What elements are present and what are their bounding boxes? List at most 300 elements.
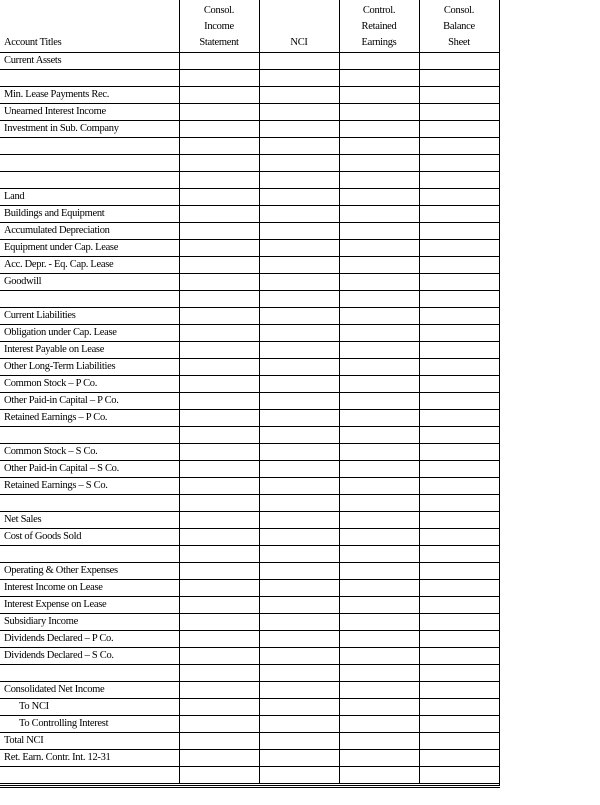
consol-balance-sheet-cell	[419, 325, 499, 342]
account-title-cell	[0, 155, 179, 172]
nci-cell	[259, 682, 339, 699]
consol-income-statement-cell	[179, 70, 259, 87]
nci-cell	[259, 376, 339, 393]
table-row	[0, 597, 499, 614]
consol-balance-sheet-cell	[419, 546, 499, 563]
table-row	[0, 53, 499, 70]
account-title-cell	[0, 750, 179, 767]
table-row	[0, 223, 499, 240]
nci-cell	[259, 257, 339, 274]
account-title-cell	[0, 308, 179, 325]
account-title-cell	[0, 291, 179, 308]
consol-income-statement-cell	[179, 478, 259, 495]
right-border-line	[499, 0, 500, 786]
consol-balance-sheet-cell	[419, 121, 499, 138]
table-row	[0, 104, 499, 121]
account-title-cell	[0, 223, 179, 240]
account-title-label: Goodwill	[4, 276, 42, 287]
account-title-label: Retained Earnings – P Co.	[4, 412, 108, 423]
bottom-double-rule	[0, 785, 500, 788]
blank-row	[0, 138, 499, 155]
consol-income-statement-cell	[179, 155, 259, 172]
account-title-cell	[0, 733, 179, 750]
account-title-label: Common Stock – P Co.	[4, 378, 98, 389]
account-title-label: Equipment under Cap. Lease	[4, 242, 119, 253]
account-title-label: Interest Expense on Lease	[4, 599, 107, 610]
account-title-cell	[0, 257, 179, 274]
control-retained-earnings-cell	[339, 444, 419, 461]
account-title-cell	[0, 393, 179, 410]
consol-balance-sheet-cell	[419, 291, 499, 308]
account-title-label: Other Long-Term Liabilities	[4, 361, 116, 372]
account-title-label: Interest Payable on Lease	[4, 344, 105, 355]
table-row	[0, 631, 499, 648]
account-title-label: To NCI	[19, 701, 49, 712]
control-retained-earnings-cell	[339, 427, 419, 444]
column-header-consol-balance-sheet: Consol. Balance Sheet	[419, 0, 499, 53]
consol-balance-sheet-cell	[419, 342, 499, 359]
control-retained-earnings-cell	[339, 240, 419, 257]
consol-income-statement-cell	[179, 393, 259, 410]
control-retained-earnings-cell	[339, 359, 419, 376]
account-title-cell	[0, 495, 179, 512]
nci-cell	[259, 495, 339, 512]
table-row	[0, 733, 499, 750]
control-retained-earnings-cell	[339, 104, 419, 121]
account-title-cell	[0, 376, 179, 393]
blank-row	[0, 70, 499, 87]
consol-balance-sheet-cell	[419, 716, 499, 733]
account-title-cell	[0, 699, 179, 716]
account-title-cell	[0, 104, 179, 121]
nci-cell	[259, 393, 339, 410]
consol-income-statement-cell	[179, 121, 259, 138]
account-title-cell	[0, 478, 179, 495]
account-title-label: Net Sales	[4, 514, 42, 525]
consol-income-statement-cell	[179, 274, 259, 291]
account-title-label: Dividends Declared – P Co.	[4, 633, 114, 644]
consol-balance-sheet-cell	[419, 376, 499, 393]
table-row	[0, 240, 499, 257]
nci-cell	[259, 733, 339, 750]
table-row	[0, 359, 499, 376]
nci-cell	[259, 206, 339, 223]
nci-cell	[259, 512, 339, 529]
account-title-cell	[0, 512, 179, 529]
nci-cell	[259, 104, 339, 121]
consol-balance-sheet-cell	[419, 410, 499, 427]
control-retained-earnings-cell	[339, 716, 419, 733]
nci-cell	[259, 427, 339, 444]
account-title-label: Land	[4, 191, 25, 202]
control-retained-earnings-cell	[339, 376, 419, 393]
consol-balance-sheet-cell	[419, 87, 499, 104]
consol-balance-sheet-cell	[419, 699, 499, 716]
consol-income-statement-cell	[179, 461, 259, 478]
column-header-control-retained-earnings: Control. Retained Earnings	[339, 0, 419, 53]
consol-income-statement-cell	[179, 682, 259, 699]
control-retained-earnings-cell	[339, 699, 419, 716]
nci-cell	[259, 563, 339, 580]
nci-cell	[259, 53, 339, 70]
control-retained-earnings-cell	[339, 274, 419, 291]
consol-balance-sheet-cell	[419, 767, 499, 784]
consol-income-statement-cell	[179, 648, 259, 665]
control-retained-earnings-cell	[339, 155, 419, 172]
account-title-label: Current Liabilities	[4, 310, 76, 321]
control-retained-earnings-cell	[339, 580, 419, 597]
consol-income-statement-cell	[179, 427, 259, 444]
account-title-cell	[0, 359, 179, 376]
account-title-label: Subsidiary Income	[4, 616, 78, 627]
nci-cell	[259, 478, 339, 495]
consol-balance-sheet-cell	[419, 308, 499, 325]
table-row	[0, 512, 499, 529]
account-title-label: Unearned Interest Income	[4, 106, 106, 117]
control-retained-earnings-cell	[339, 648, 419, 665]
consol-income-statement-cell	[179, 291, 259, 308]
table-row	[0, 699, 499, 716]
consol-balance-sheet-cell	[419, 223, 499, 240]
control-retained-earnings-cell	[339, 325, 419, 342]
consol-income-statement-cell	[179, 716, 259, 733]
blank-row	[0, 291, 499, 308]
consol-balance-sheet-cell	[419, 138, 499, 155]
account-title-label: Interest Income on Lease	[4, 582, 103, 593]
account-title-cell	[0, 172, 179, 189]
column-header-account-titles: Account Titles	[0, 0, 179, 53]
consol-income-statement-cell	[179, 767, 259, 784]
consol-balance-sheet-cell	[419, 648, 499, 665]
control-retained-earnings-cell	[339, 172, 419, 189]
table-row	[0, 257, 499, 274]
table-row	[0, 274, 499, 291]
table-row	[0, 325, 499, 342]
account-title-cell	[0, 631, 179, 648]
consol-income-statement-cell	[179, 614, 259, 631]
table-row	[0, 206, 499, 223]
account-title-label: Dividends Declared – S Co.	[4, 650, 114, 661]
account-title-cell	[0, 665, 179, 682]
table-row	[0, 580, 499, 597]
account-title-cell	[0, 206, 179, 223]
table-row	[0, 716, 499, 733]
nci-cell	[259, 342, 339, 359]
nci-cell	[259, 767, 339, 784]
table-row	[0, 478, 499, 495]
consol-balance-sheet-cell	[419, 53, 499, 70]
consol-income-statement-cell	[179, 597, 259, 614]
account-title-cell	[0, 53, 179, 70]
consol-balance-sheet-cell	[419, 444, 499, 461]
nci-cell	[259, 665, 339, 682]
table-row	[0, 682, 499, 699]
account-title-cell	[0, 682, 179, 699]
account-title-label: Total NCI	[4, 735, 44, 746]
consol-balance-sheet-cell	[419, 206, 499, 223]
header-row	[0, 0, 499, 53]
consol-income-statement-cell	[179, 410, 259, 427]
nci-cell	[259, 223, 339, 240]
consol-balance-sheet-cell	[419, 172, 499, 189]
account-title-cell	[0, 342, 179, 359]
consol-balance-sheet-cell	[419, 733, 499, 750]
nci-cell	[259, 461, 339, 478]
account-title-label: Consolidated Net Income	[4, 684, 105, 695]
blank-row	[0, 155, 499, 172]
account-title-label: Other Paid-in Capital – P Co.	[4, 395, 119, 406]
consol-income-statement-cell	[179, 495, 259, 512]
nci-cell	[259, 291, 339, 308]
account-title-cell	[0, 580, 179, 597]
blank-row	[0, 495, 499, 512]
control-retained-earnings-cell	[339, 682, 419, 699]
control-retained-earnings-cell	[339, 631, 419, 648]
consol-balance-sheet-cell	[419, 155, 499, 172]
account-title-label: Common Stock – S Co.	[4, 446, 98, 457]
consol-balance-sheet-cell	[419, 274, 499, 291]
table-row	[0, 342, 499, 359]
nci-cell	[259, 138, 339, 155]
consol-balance-sheet-cell	[419, 529, 499, 546]
control-retained-earnings-cell	[339, 546, 419, 563]
consol-balance-sheet-cell	[419, 597, 499, 614]
account-title-cell	[0, 240, 179, 257]
consol-balance-sheet-cell	[419, 393, 499, 410]
account-title-cell	[0, 274, 179, 291]
table-row	[0, 529, 499, 546]
nci-cell	[259, 172, 339, 189]
control-retained-earnings-cell	[339, 597, 419, 614]
table-row	[0, 750, 499, 767]
account-title-label: Acc. Depr. - Eq. Cap. Lease	[4, 259, 114, 270]
consol-balance-sheet-cell	[419, 580, 499, 597]
consol-income-statement-cell	[179, 665, 259, 682]
nci-cell	[259, 189, 339, 206]
column-header-consol-income-statement: Consol. Income Statement	[179, 0, 259, 53]
control-retained-earnings-cell	[339, 291, 419, 308]
blank-row	[0, 665, 499, 682]
consol-income-statement-cell	[179, 750, 259, 767]
consol-income-statement-cell	[179, 444, 259, 461]
nci-cell	[259, 274, 339, 291]
consol-income-statement-cell	[179, 325, 259, 342]
nci-cell	[259, 631, 339, 648]
consol-income-statement-cell	[179, 240, 259, 257]
control-retained-earnings-cell	[339, 257, 419, 274]
account-title-label: Obligation under Cap. Lease	[4, 327, 117, 338]
account-title-cell	[0, 121, 179, 138]
account-title-cell	[0, 410, 179, 427]
account-title-cell	[0, 189, 179, 206]
consol-income-statement-cell	[179, 87, 259, 104]
blank-row	[0, 546, 499, 563]
consol-balance-sheet-cell	[419, 189, 499, 206]
account-title-cell	[0, 325, 179, 342]
consol-income-statement-cell	[179, 138, 259, 155]
table-row	[0, 563, 499, 580]
consol-balance-sheet-cell	[419, 614, 499, 631]
consol-income-statement-cell	[179, 172, 259, 189]
table-row	[0, 393, 499, 410]
nci-cell	[259, 580, 339, 597]
blank-row	[0, 172, 499, 189]
consol-balance-sheet-cell	[419, 104, 499, 121]
consol-balance-sheet-cell	[419, 665, 499, 682]
control-retained-earnings-cell	[339, 206, 419, 223]
consol-balance-sheet-cell	[419, 461, 499, 478]
control-retained-earnings-cell	[339, 121, 419, 138]
account-title-cell	[0, 529, 179, 546]
nci-cell	[259, 70, 339, 87]
blank-row	[0, 767, 499, 784]
account-title-cell	[0, 87, 179, 104]
nci-cell	[259, 750, 339, 767]
account-title-label: Retained Earnings – S Co.	[4, 480, 108, 491]
control-retained-earnings-cell	[339, 223, 419, 240]
control-retained-earnings-cell	[339, 512, 419, 529]
account-title-label: To Controlling Interest	[19, 718, 109, 729]
consol-balance-sheet-cell	[419, 631, 499, 648]
worksheet-body	[0, 53, 499, 784]
account-title-cell	[0, 597, 179, 614]
table-row	[0, 87, 499, 104]
consol-income-statement-cell	[179, 53, 259, 70]
account-title-label: Min. Lease Payments Rec.	[4, 89, 110, 100]
account-title-cell	[0, 546, 179, 563]
consol-income-statement-cell	[179, 376, 259, 393]
account-title-cell	[0, 648, 179, 665]
account-title-label: Buildings and Equipment	[4, 208, 105, 219]
table-row	[0, 121, 499, 138]
control-retained-earnings-cell	[339, 342, 419, 359]
consol-income-statement-cell	[179, 104, 259, 121]
nci-cell	[259, 359, 339, 376]
consol-income-statement-cell	[179, 308, 259, 325]
account-title-label: Current Assets	[4, 55, 62, 66]
account-title-label: Operating & Other Expenses	[4, 565, 118, 576]
consol-income-statement-cell	[179, 699, 259, 716]
control-retained-earnings-cell	[339, 495, 419, 512]
nci-cell	[259, 410, 339, 427]
consol-income-statement-cell	[179, 580, 259, 597]
control-retained-earnings-cell	[339, 767, 419, 784]
control-retained-earnings-cell	[339, 750, 419, 767]
account-title-cell	[0, 138, 179, 155]
consol-income-statement-cell	[179, 631, 259, 648]
control-retained-earnings-cell	[339, 733, 419, 750]
account-title-label: Cost of Goods Sold	[4, 531, 82, 542]
consol-balance-sheet-cell	[419, 257, 499, 274]
control-retained-earnings-cell	[339, 189, 419, 206]
account-title-label: Ret. Earn. Contr. Int. 12-31	[4, 752, 111, 763]
consol-balance-sheet-cell	[419, 427, 499, 444]
nci-cell	[259, 121, 339, 138]
control-retained-earnings-cell	[339, 563, 419, 580]
blank-row	[0, 427, 499, 444]
table-row	[0, 444, 499, 461]
account-title-cell	[0, 461, 179, 478]
consol-balance-sheet-cell	[419, 359, 499, 376]
table-row	[0, 376, 499, 393]
control-retained-earnings-cell	[339, 614, 419, 631]
table-row	[0, 410, 499, 427]
consol-income-statement-cell	[179, 563, 259, 580]
consol-income-statement-cell	[179, 359, 259, 376]
control-retained-earnings-cell	[339, 665, 419, 682]
consol-balance-sheet-cell	[419, 240, 499, 257]
nci-cell	[259, 597, 339, 614]
consol-income-statement-cell	[179, 512, 259, 529]
account-title-label: Other Paid-in Capital – S Co.	[4, 463, 119, 474]
consol-balance-sheet-cell	[419, 750, 499, 767]
consol-income-statement-cell	[179, 223, 259, 240]
consol-income-statement-cell	[179, 189, 259, 206]
nci-cell	[259, 87, 339, 104]
nci-cell	[259, 240, 339, 257]
consol-balance-sheet-cell	[419, 478, 499, 495]
account-title-cell	[0, 767, 179, 784]
column-header-nci: NCI	[259, 0, 339, 53]
consol-income-statement-cell	[179, 257, 259, 274]
nci-cell	[259, 529, 339, 546]
consol-balance-sheet-cell	[419, 563, 499, 580]
control-retained-earnings-cell	[339, 478, 419, 495]
consol-income-statement-cell	[179, 546, 259, 563]
nci-cell	[259, 444, 339, 461]
control-retained-earnings-cell	[339, 461, 419, 478]
table-row	[0, 461, 499, 478]
control-retained-earnings-cell	[339, 53, 419, 70]
table-row	[0, 648, 499, 665]
account-title-cell	[0, 614, 179, 631]
account-title-cell	[0, 444, 179, 461]
nci-cell	[259, 716, 339, 733]
consol-balance-sheet-cell	[419, 512, 499, 529]
nci-cell	[259, 325, 339, 342]
account-title-cell	[0, 427, 179, 444]
consol-balance-sheet-cell	[419, 70, 499, 87]
account-title-label: Investment in Sub. Company	[4, 123, 119, 134]
nci-cell	[259, 546, 339, 563]
nci-cell	[259, 648, 339, 665]
consol-balance-sheet-cell	[419, 495, 499, 512]
table-row	[0, 308, 499, 325]
control-retained-earnings-cell	[339, 393, 419, 410]
consol-income-statement-cell	[179, 342, 259, 359]
account-title-label: Accumulated Depreciation	[4, 225, 110, 236]
nci-cell	[259, 308, 339, 325]
control-retained-earnings-cell	[339, 87, 419, 104]
nci-cell	[259, 699, 339, 716]
consol-income-statement-cell	[179, 206, 259, 223]
consol-income-statement-cell	[179, 529, 259, 546]
control-retained-earnings-cell	[339, 70, 419, 87]
consol-balance-sheet-cell	[419, 682, 499, 699]
account-title-cell	[0, 563, 179, 580]
table-row	[0, 189, 499, 206]
table-row	[0, 614, 499, 631]
control-retained-earnings-cell	[339, 138, 419, 155]
account-title-cell	[0, 70, 179, 87]
nci-cell	[259, 155, 339, 172]
consol-income-statement-cell	[179, 733, 259, 750]
control-retained-earnings-cell	[339, 529, 419, 546]
nci-cell	[259, 614, 339, 631]
control-retained-earnings-cell	[339, 410, 419, 427]
account-title-cell	[0, 716, 179, 733]
control-retained-earnings-cell	[339, 308, 419, 325]
